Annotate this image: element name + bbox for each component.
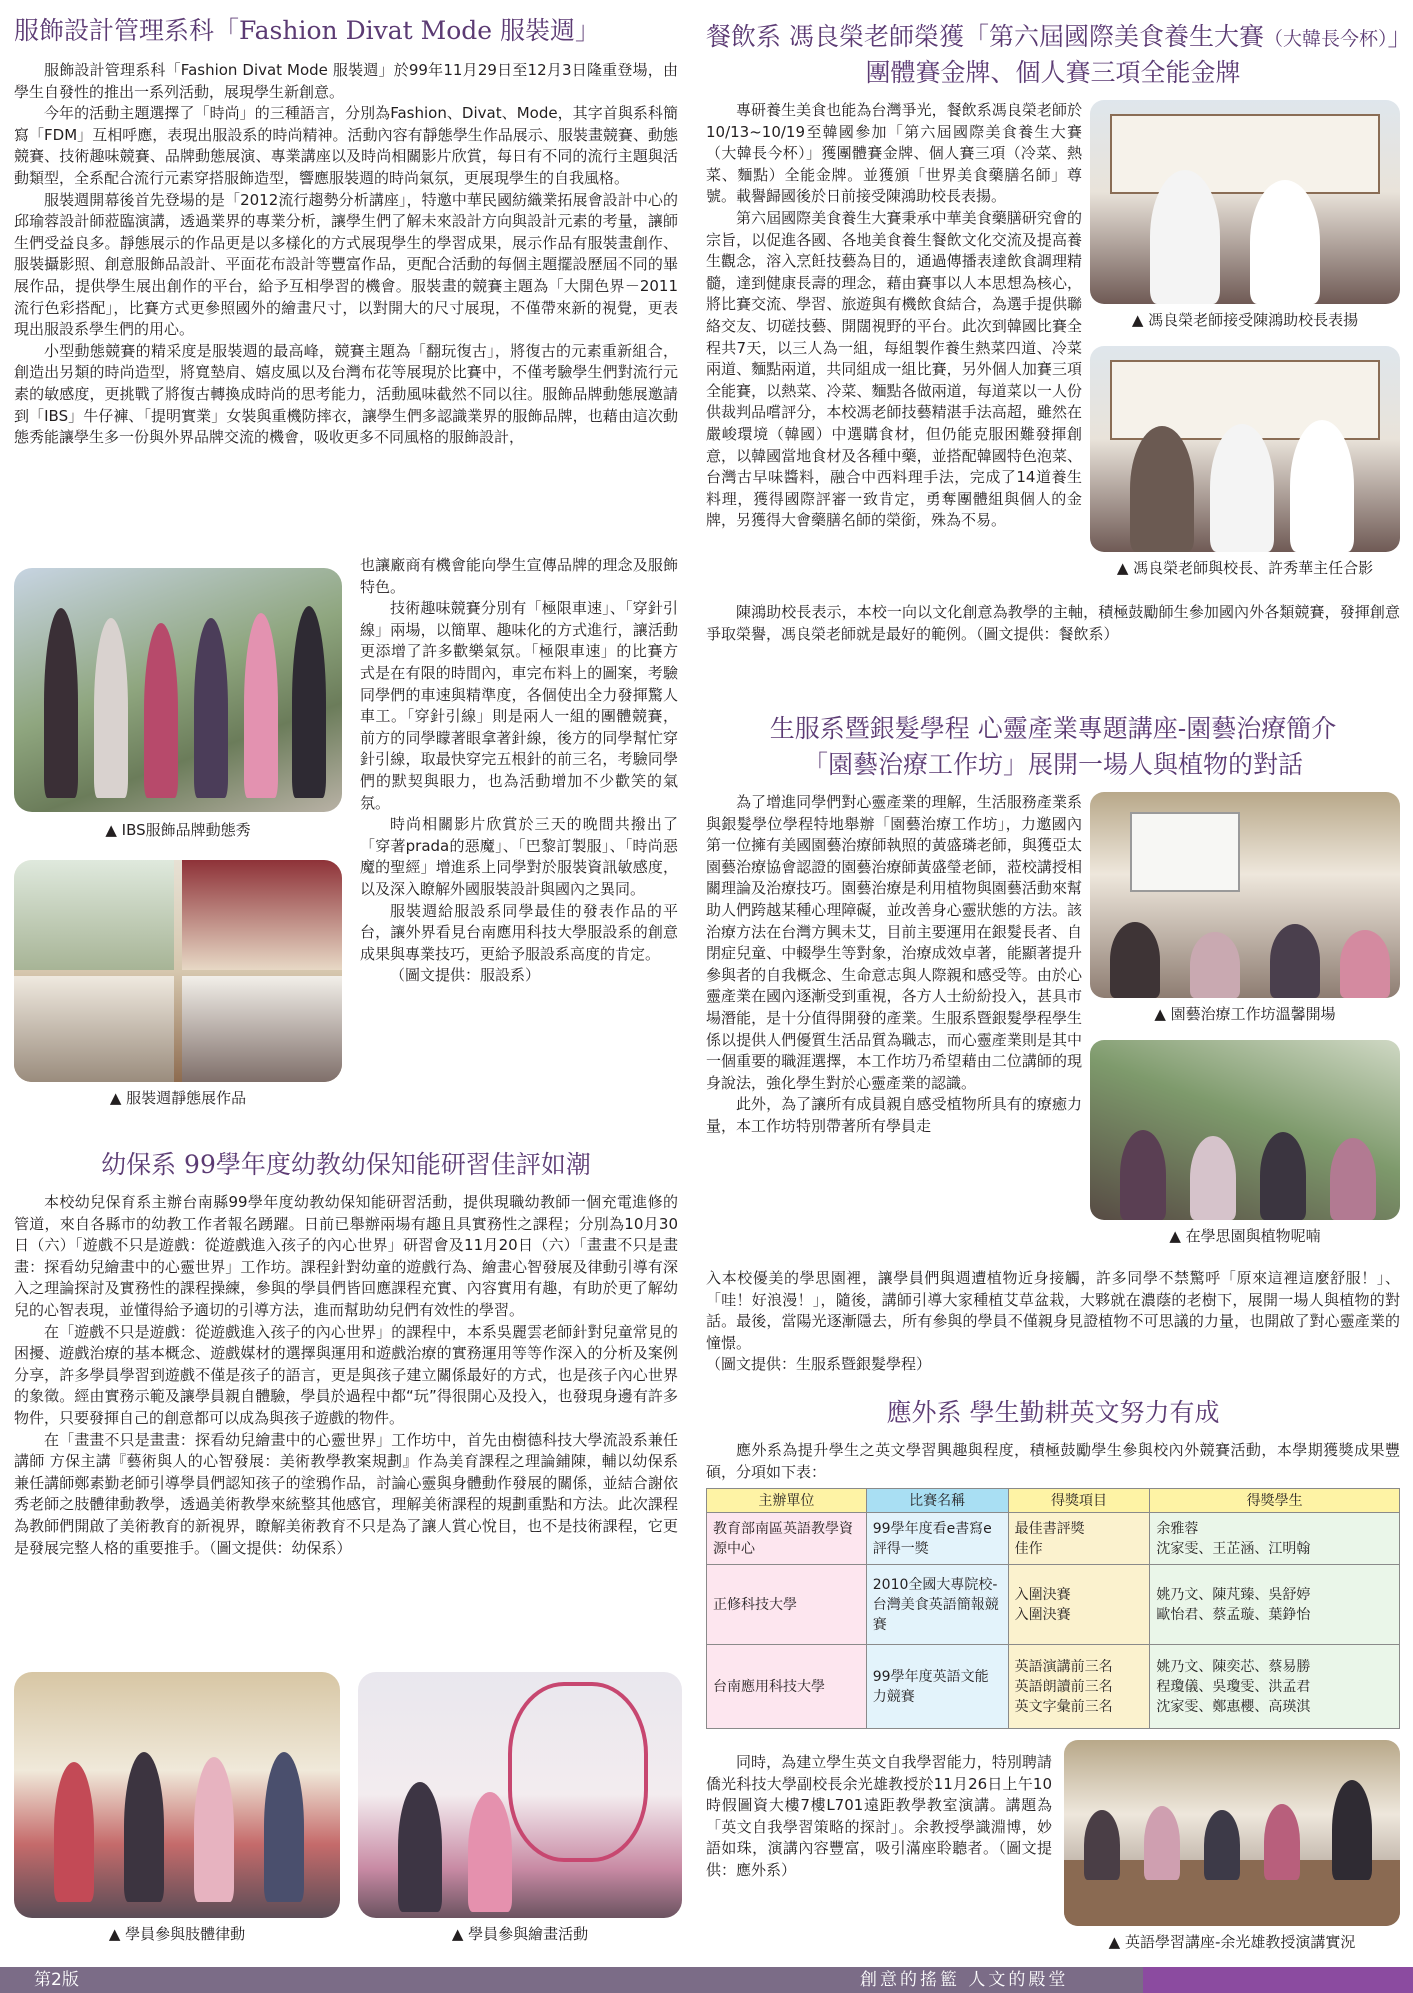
person-figure bbox=[54, 1762, 94, 1902]
paragraph: 專研養生美食也能為台灣爭光，餐飲系馮良榮老師於10/13~10/19至韓國參加「第六屆國際美食養生大賽（大韓長今杯）」獲團體賽金牌、個人賽三項（冷菜、熱菜、麵點）全能金牌。並獲頒「世界美食藥膳名師」尊號。載譽歸國後於日前接受陳鴻助校長表揚。 bbox=[706, 101, 1082, 206]
garden-caption: ▲ 在學思園與植物呢喃 bbox=[1169, 1227, 1321, 1245]
winner-line: 余雅蓉 bbox=[1156, 1520, 1199, 1537]
person-figure bbox=[398, 1782, 442, 1912]
culinary-title-line2: 團體賽金牌、個人賽三項全能金牌 bbox=[865, 58, 1241, 87]
static-exhibit-caption: ▲ 服裝週靜態展作品 bbox=[109, 1089, 247, 1107]
fashion-column-text bbox=[360, 555, 678, 1120]
chef-figure bbox=[1150, 170, 1220, 304]
header-organizer: 主辦單位 bbox=[707, 1489, 867, 1513]
fashion-title: 服飾設計管理系科「Fashion Divat Mode 服裝週」 bbox=[14, 16, 601, 45]
award-item: 英語朗讀前三名 bbox=[1014, 1678, 1113, 1695]
person-figure bbox=[1260, 1132, 1306, 1220]
header-winners: 得獎學生 bbox=[1150, 1489, 1400, 1513]
title-text: 餐飲系 馮良榮老師榮獲「第六屆國際美食養生大賽 bbox=[706, 22, 1264, 51]
paragraph: 應外系為提升學生之英文學習興趣與程度，積極鼓勵學生參與校內外競賽活動，本學期獲獎成果豐碩，分項如下表： bbox=[706, 1441, 1400, 1481]
english-title: 應外系 學生勤耕英文努力有成 bbox=[886, 1398, 1220, 1427]
horticulture-title-line1: 生服系暨銀髮學程 心靈產業專題講座-園藝治療簡介 bbox=[769, 714, 1337, 743]
footer-accent bbox=[1143, 1967, 1413, 1993]
static-exhibit-photo bbox=[14, 860, 342, 1082]
paragraph: 小型動態競賽的精采度是服裝週的最高峰，競賽主題為「翻玩復古」，將復古的元素重新組合，創造出另類的時尚造型，將寬墊肩、嬉皮風以及台灣布花等展現於比賽中，不僅考驗學生們對流行元素的敏感度，更挑戰了將復古轉換成時尚的思考能力，活動風味截然不同以往。服飾品牌動態展邀請到「IBS」牛仔褲、「提明實業」女裝與重機防摔衣，讓學生們多認識業界的服飾品牌，也藉由這次動態秀能讓學生多一份與外界品牌交流的機會，吸收更多不同風格的服飾設計， bbox=[14, 341, 678, 447]
body-movement-photo bbox=[14, 1672, 340, 1918]
person-figure bbox=[468, 1792, 512, 1912]
title-text-small: （大韓長今杯） bbox=[1263, 28, 1388, 50]
person-figure bbox=[1190, 932, 1240, 998]
person-figure bbox=[94, 618, 128, 798]
cell-award-item bbox=[1008, 1645, 1150, 1729]
culinary-wide-text bbox=[706, 602, 1400, 684]
fashion-intro-text bbox=[14, 60, 678, 552]
paragraph: 服飾設計管理系科「Fashion Divat Mode 服裝週」於99年11月29日至12月3日隆重登場，由學生自發性的推出一系列活動，展現學生新創意。 bbox=[14, 61, 678, 101]
speaker-figure bbox=[1332, 1780, 1372, 1880]
body-movement-caption: ▲ 學員參與肢體律動 bbox=[108, 1925, 246, 1943]
cell-winners bbox=[1150, 1565, 1400, 1645]
title-text: 」 bbox=[1387, 22, 1413, 51]
person-figure bbox=[44, 608, 78, 798]
table-header-row bbox=[707, 1489, 1400, 1513]
page-footer bbox=[0, 1967, 1413, 1993]
person-figure bbox=[1144, 1806, 1180, 1880]
cell-winners bbox=[1150, 1513, 1400, 1565]
award-item: 英文字彙前三名 bbox=[1014, 1698, 1113, 1715]
culinary-title-line1 bbox=[706, 20, 1413, 56]
exhibit-panel bbox=[182, 860, 342, 970]
credit: （圖文提供：服設系） bbox=[390, 966, 541, 985]
award-item: 佳作 bbox=[1014, 1540, 1043, 1557]
paragraph: 為了增進同學們對心靈產業的理解，生活服務產業系與銀髮學位學程特地舉辦「園藝治療工作坊」，力邀國內第一位擁有美國園藝治療師執照的黃盛璘老師，與獲亞太園藝治療協會認證的園藝治療師黃盛瑩老師，蒞校講授相關理論及治療技巧。園藝治療是利用植物與園藝活動來幫助人們跨越某種心理障礙，並改善身心靈狀態的方法。該治療方法在台灣方興未艾，目前主要運用在銀髮長者、自閉症兒童、中輟學生等對象，治療成效卓著，能顯著提升參與者的自我概念、生命意志與人際親和感受等。由於心靈產業在國內逐漸受到重視，各方人士紛紛投入，甚具市場潛能，是十分值得開發的產業。生服系暨銀髮學程學生係以提供人們優質生活品質為職志，而心靈產業則是其中一個重要的職涯選擇，本工作坊乃希望藉由二位講師的現身說法，強化學生對於心靈產業的認識。 bbox=[706, 793, 1082, 1092]
group-photo bbox=[1090, 346, 1400, 552]
header-award-item: 得獎項目 bbox=[1008, 1489, 1150, 1513]
cell-organizer: 教育部南區英語教學資源中心 bbox=[707, 1513, 867, 1565]
award-ceremony-photo bbox=[1090, 100, 1400, 304]
wall-drawing bbox=[508, 1682, 648, 1862]
winner-line: 沈家雯、王芷涵、江明翰 bbox=[1156, 1540, 1311, 1557]
award-item: 入圍決賽 bbox=[1014, 1606, 1071, 1623]
workshop-opening-photo bbox=[1090, 792, 1400, 998]
paragraph: 陳鴻助校長表示，本校一向以文化創意為教學的主軸，積極鼓勵師生參加國內外各類競賽，發揮創意爭取榮譽，馮良榮老師就是最好的範例。（圖文提供：餐飲系） bbox=[706, 603, 1400, 643]
lecture-caption: ▲ 英語學習講座-余光雄教授演講實況 bbox=[1108, 1933, 1356, 1951]
preschool-text bbox=[14, 1192, 678, 1664]
award-ceremony-caption: ▲ 馮良榮老師接受陳鴻助校長表揚 bbox=[1131, 311, 1359, 329]
principal-figure bbox=[1250, 180, 1320, 304]
workshop-opening-caption: ▲ 園藝治療工作坊溫馨開場 bbox=[1154, 1005, 1336, 1023]
paragraph: 今年的活動主題選擇了「時尚」的三種語言，分別為Fashion、Divat、Mode，其字首與系科簡寫「FDM」互相呼應，表現出服設系的時尚精神。活動內容有靜態學生作品展示、服裝畫競賽、動態競賽、技術趣味競賽、品牌動態展演、專業講座以及時尚相關影片欣賞，每日有不同的流行主題與活動類型，全系配合流行元素穿搭服飾造型，響應服裝週的時尚氣氛，更展現學生的自我風格。 bbox=[14, 104, 678, 187]
footer-slogan: 創意的搖籃 人文的殿堂 bbox=[860, 1970, 1069, 1990]
drawing-activity-caption: ▲ 學員參與繪畫活動 bbox=[451, 1925, 589, 1943]
winner-line: 姚乃文、陳奕芯、蔡易勝 bbox=[1156, 1658, 1311, 1675]
paragraph: 技術趣味競賽分別有「極限車速」、「穿針引線」兩場，以簡單、趣味化的方式進行，讓活動更添增了許多歡樂氣氛。「極限車速」的比賽方式是在有限的時間內，車完布料上的圖案，考驗同學們的車速與精準度，各個使出全力發揮驚人車工。「穿針引線」則是兩人一組的團體競賽，前方的同學矇著眼拿著針線，後方的同學幫忙穿針引線，取最快穿完五根針的前三名，考驗同學們的默契與眼力，也為活動增加不少歡笑的氣氛。 bbox=[360, 599, 678, 812]
page-number: 第2版 bbox=[34, 1970, 79, 1990]
award-item: 最佳書評獎 bbox=[1014, 1520, 1085, 1537]
culinary-column-text bbox=[706, 100, 1082, 602]
drawing-activity-photo bbox=[358, 1672, 682, 1918]
award-item: 英語演講前三名 bbox=[1014, 1658, 1113, 1675]
landscape-painting bbox=[1110, 114, 1380, 194]
ibs-runway-caption: ▲ IBS服飾品牌動態秀 bbox=[105, 821, 251, 839]
person-figure bbox=[1270, 924, 1320, 998]
person-figure bbox=[1204, 1810, 1240, 1880]
award-item: 入圍決賽 bbox=[1014, 1586, 1071, 1603]
horticulture-wide-text bbox=[706, 1268, 1400, 1378]
winner-line: 沈家雯、鄭惠櫻、高瑛淇 bbox=[1156, 1698, 1311, 1715]
garden-photo bbox=[1090, 1040, 1400, 1220]
paragraph: 在「畫畫不只是畫畫：探看幼兒繪畫中的心靈世界」工作坊中，首先由樹德科技大學流設系兼任講師 方保主講『藝術與人的心智發展：美術教學教案規劃』作為美育課程之理論鋪陳，輔以幼保系兼任講師鄭素勤老師引導學員們認知孩子的塗鴉作品，討論心靈與身體動作發展的關係，並結合謝依秀老師之肢體律動教學，透過美術教學來統整其他感官，理解美術課程的規劃重點和方法。此次課程為教師們開啟了美術教育的新視界，瞭解美術教育不只是為了讓人賞心悅目，也不是技術課程，它更是發展完整人格的重要推手。（圖文提供：幼保系） bbox=[14, 1430, 678, 1557]
cell-organizer: 正修科技大學 bbox=[707, 1565, 867, 1645]
ibs-runway-photo bbox=[14, 568, 342, 812]
winner-line: 姚乃文、陳芃臻、吳舒婷 bbox=[1156, 1586, 1311, 1603]
group-photo-caption: ▲ 馮良榮老師與校長、許秀華主任合影 bbox=[1116, 559, 1374, 577]
winner-line: 程瓊儀、吳瓊雯、洪孟君 bbox=[1156, 1678, 1311, 1695]
cell-award-item bbox=[1008, 1565, 1150, 1645]
horticulture-title-line2: 「園藝治療工作坊」展開一場人與植物的對話 bbox=[802, 750, 1303, 779]
paragraph: 入本校優美的學思園裡，讓學員們與週遭植物近身接觸，許多同學不禁驚呼「原來這裡這麼舒服！」、「哇！好浪漫！」，隨後，講師引導大家種植艾草盆栽，大夥就在濃蔭的老樹下，展開一場人與植物的對話。最後，當陽光逐漸隱去，所有參與的學員不僅親身見證植物不可思議的力量，也開啟了對心靈產業的憧憬。 bbox=[706, 1269, 1400, 1352]
exhibit-panel bbox=[182, 976, 342, 1082]
horticulture-column-text bbox=[706, 792, 1082, 1272]
person-figure bbox=[1084, 1810, 1120, 1880]
cell-award-item bbox=[1008, 1513, 1150, 1565]
cell-contest: 99學年度看e書寫e評得一獎 bbox=[866, 1513, 1008, 1565]
person-figure bbox=[1130, 426, 1194, 552]
cell-contest: 99學年度英語文能力競賽 bbox=[866, 1645, 1008, 1729]
table-row bbox=[707, 1513, 1400, 1565]
cell-organizer: 台南應用科技大學 bbox=[707, 1645, 867, 1729]
projector-screen bbox=[1130, 812, 1240, 892]
person-figure bbox=[244, 613, 278, 798]
paragraph: 服裝週給服設系同學最佳的發表作品的平台，讓外界看見台南應用科技大學服設系的創意成果與專業技巧，更給予服設系高度的肯定。 bbox=[360, 901, 678, 963]
person-figure bbox=[144, 623, 178, 798]
paragraph: 同時，為建立學生英文自我學習能力，特別聘請僑光科技大學副校長余光雄教授於11月26日上午10時假圖資大樓7樓L701遠距教學教室演講。講題為「英文自我學習策略的探討」。余教授學識淵博，妙語如珠，演講內容豐富，吸引滿座聆聽者。（圖文提供：應外系） bbox=[706, 1753, 1052, 1879]
preschool-title: 幼保系 99學年度幼教幼保知能研習佳評如潮 bbox=[101, 1150, 591, 1179]
header-contest: 比賽名稱 bbox=[866, 1489, 1008, 1513]
person-figure bbox=[1340, 930, 1390, 998]
paragraph: 服裝週開幕後首先登場的是「2012流行趨勢分析講座」，特邀中華民國紡織業拓展會設計中心的邱瑜蓉設計師蒞臨演講，透過業界的專業分析，讓學生們了解未來設計方向與設計元素的考量，讓師生們受益良多。靜態展示的作品更是以多樣化的方式展現學生的學習成果，展示作品有服裝畫創作、服裝攝影照、創意服飾品設計、平面花布設計等豐富作品，更配合活動的每個主題擺設歷屆不同的畢展作品，提供學生展出創作的平台，給予互相學習的機會。服裝畫的競賽主題為「大開色界－2011流行色彩搭配」，比賽方式更參照國外的繪畫尺寸，以對開大的尺寸展現，不僅帶來新的視覺，更表現出服設系學生們的用心。 bbox=[14, 190, 678, 339]
person-figure bbox=[194, 618, 228, 798]
person-figure bbox=[194, 1757, 234, 1902]
table-row bbox=[707, 1565, 1400, 1645]
person-figure bbox=[1210, 424, 1274, 552]
chef-figure bbox=[1290, 420, 1354, 552]
exhibit-panel bbox=[14, 976, 174, 1082]
person-figure bbox=[292, 606, 326, 798]
winner-line: 歐怡君、蔡孟璇、葉錚怡 bbox=[1156, 1606, 1311, 1623]
person-figure bbox=[1120, 1130, 1166, 1220]
person-figure bbox=[124, 1752, 164, 1902]
paragraph: 在「遊戲不只是遊戲：從遊戲進入孩子的內心世界」的課程中，本系吳麗雲老師針對兒童常見的困擾、遊戲治療的基本概念、遊戲媒材的選擇與運用和遊戲治療的實務運用等等作深入的分析及案例分享，許多學員學習到遊戲不僅是孩子的語言，更是與孩子建立關係最好的方式，也是孩子內心世界的象徵。經由實務示範及讓學員親自體驗，學員於過程中都“玩”得很開心及投入，也發現身邊有許多物件，只要發揮自己的創意都可以成為與孩子遊戲的物件。 bbox=[14, 1322, 678, 1427]
person-figure bbox=[1190, 1136, 1236, 1220]
table-row bbox=[707, 1645, 1400, 1729]
english-intro-text bbox=[706, 1440, 1400, 1484]
person-figure bbox=[1330, 1138, 1376, 1220]
lecture-photo bbox=[1064, 1740, 1400, 1926]
paragraph: 也讓廠商有機會能向學生宣傳品牌的理念及服飾特色。 bbox=[360, 556, 678, 596]
english-lecture-text bbox=[706, 1752, 1052, 1930]
paragraph: 此外，為了讓所有成員親自感受植物所具有的療癒力量，本工作坊特別帶著所有學員走 bbox=[706, 1095, 1082, 1135]
credit: （圖文提供：生服系暨銀髮學程） bbox=[706, 1355, 932, 1374]
exhibit-panel bbox=[14, 860, 174, 970]
award-table bbox=[706, 1488, 1400, 1729]
paragraph: 本校幼兒保育系主辦台南縣99學年度幼教幼保知能研習活動，提供現職幼教師一個充電進修的管道，來自各縣市的幼教工作者報名踴躍。日前已舉辦兩場有趣且具實務性之課程；分別為10月30日（六）「遊戲不只是遊戲：從遊戲進入孩子的內心世界」研習會及11月20日（六）「畫畫不只是畫畫：探看幼兒繪畫中的心靈世界」工作坊。課程針對幼童的遊戲行為、繪畫心智發展及律動引導有深入之理論探討及實務性的課程操練，參與的學員們皆回應課程充實、內容實用有趣，有助於更了解幼兒的心智表現，並懂得給予適切的引導方法，進而幫助幼兒們有效性的學習。 bbox=[14, 1193, 678, 1319]
person-figure bbox=[1264, 1804, 1300, 1880]
paragraph: 時尚相關影片欣賞於三天的晚間共撥出了「穿著prada的惡魔」、「巴黎訂製服」、「時尚惡魔的聖經」增進系上同學對於服裝資訊敏感度，以及深入瞭解外國服裝設計與國內之異同。 bbox=[360, 815, 678, 898]
person-figure bbox=[1110, 922, 1160, 998]
cell-winners bbox=[1150, 1645, 1400, 1729]
paragraph: 第六屆國際美食養生大賽秉承中華美食藥膳研究會的宗旨，以促進各國、各地美食養生餐飲文化交流及提高養生觀念，溶入烹飪技藝為目的，通過傳播表達飲食調理精髓，達到健康長壽的理念，藉由賽事以人本思想為核心，將比賽交流、學習、旅遊與有機飲食結合，為選手提供聯絡交友、切磋技藝、開闊視野的平台。此次到韓國比賽全程共7天，以三人為一組，每組製作養生熱菜四道、冷菜兩道、麵點兩道，共同組成一組比賽，另外個人加賽三項全能賽，以熱菜、冷菜、麵點各做兩道，每道菜以一人份供裁判品嚐評分，本校馮老師技藝精湛手法高超，雖然在嚴峻環境（韓國）中選購食材，但仍能克服困難發揮創意，以韓國當地食材及各種中藥，並搭配韓國特色泡菜、台灣古早味醬料，融合中西料理手法，完成了14道養生料理，獲得國際評審一致肯定，勇奪團體組與個人的金牌，另獲得大會藥膳名師的榮銜，殊為不易。 bbox=[706, 208, 1082, 530]
person-figure bbox=[264, 1752, 304, 1902]
cell-contest: 2010全國大專院校-台灣美食英語簡報競賽 bbox=[866, 1565, 1008, 1645]
